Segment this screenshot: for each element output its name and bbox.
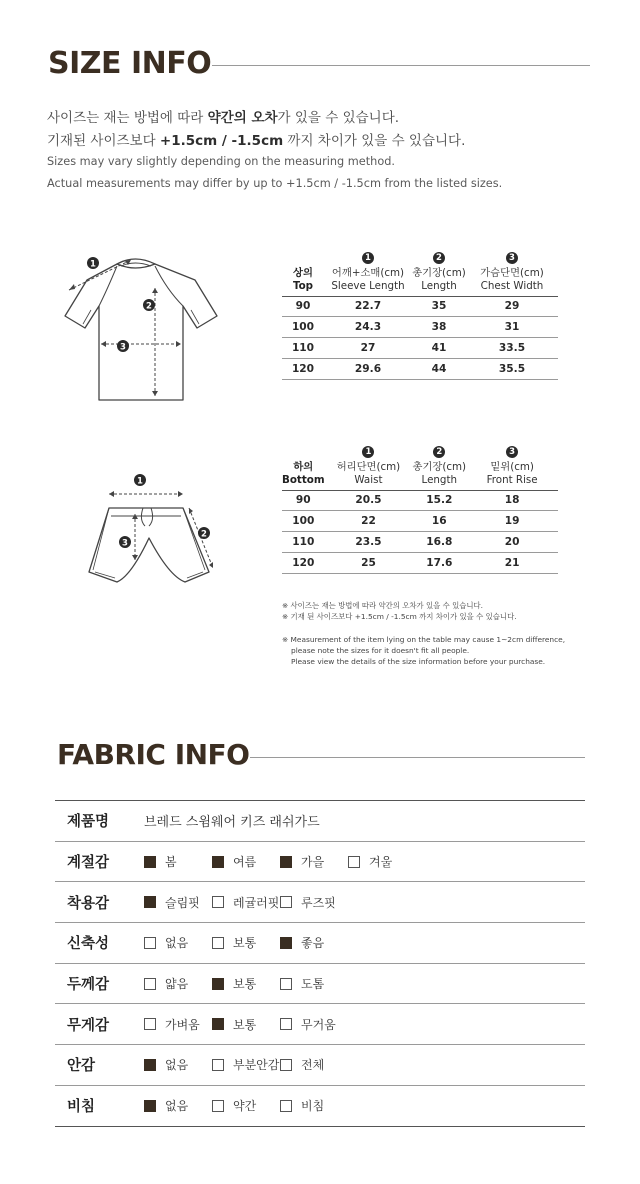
fabric-option xyxy=(212,934,280,951)
table-row xyxy=(282,490,558,511)
top-garment-illustration xyxy=(55,240,235,410)
fabric-option-label: 가벼움 xyxy=(165,1017,200,1032)
column-ko: 어깨+소매(cm) xyxy=(331,267,405,280)
table-header-row xyxy=(282,264,558,296)
table-cell: 18 xyxy=(466,490,558,511)
table-row-label xyxy=(282,264,324,296)
fabric-option xyxy=(212,1016,280,1033)
table-cell: 29.6 xyxy=(324,358,412,379)
fabric-row xyxy=(55,1004,585,1045)
fabric-row xyxy=(55,842,585,883)
marker-2: 2 xyxy=(433,446,445,458)
fabric-row xyxy=(55,964,585,1005)
table-cell: 20 xyxy=(466,532,558,553)
unchecked-box-icon xyxy=(212,896,224,908)
size-notes-english xyxy=(282,634,565,667)
fabric-row-product xyxy=(55,801,585,842)
unchecked-box-icon xyxy=(144,1018,156,1030)
title-divider xyxy=(212,65,590,66)
checked-box-icon xyxy=(144,896,156,908)
table-cell: 100 xyxy=(282,511,325,532)
top-size-table xyxy=(282,244,558,380)
column-en: Length xyxy=(421,473,458,486)
unchecked-box-icon xyxy=(280,1059,292,1071)
intro-text: 기재된 사이즈보다 xyxy=(47,133,160,149)
fabric-option-label: 여름 xyxy=(233,855,257,870)
fabric-option-label: 봄 xyxy=(165,855,177,870)
column-header xyxy=(412,264,466,296)
table-cell: 90 xyxy=(282,490,325,511)
fabric-option-label: 없음 xyxy=(165,1099,189,1114)
fabric-option xyxy=(212,975,280,992)
column-en: Chest Width xyxy=(480,279,544,292)
table-row xyxy=(282,511,558,532)
unchecked-box-icon xyxy=(348,856,360,868)
table-cell: 29 xyxy=(466,296,558,317)
table-cell: 41 xyxy=(412,338,466,359)
marker-row xyxy=(282,438,558,458)
fabric-option-label: 무거움 xyxy=(301,1017,336,1032)
top-marker-2 xyxy=(143,299,155,312)
unchecked-box-icon xyxy=(144,978,156,990)
fabric-row-label: 두께감 xyxy=(67,977,110,994)
unchecked-box-icon xyxy=(280,978,292,990)
table-cell: 17.6 xyxy=(412,552,466,573)
fabric-option-label: 루즈핏 xyxy=(301,895,336,910)
fabric-option xyxy=(280,894,348,911)
unchecked-box-icon xyxy=(212,1059,224,1071)
intro-english-line-1: Sizes may vary slightly depending on the measuring method. xyxy=(47,155,396,168)
fabric-option-label: 없음 xyxy=(165,936,189,951)
intro-emphasis: 약간의 오차 xyxy=(207,110,278,126)
note-line: ※ 기재 된 사이즈보다 +1.5cm / -1.5cm 까지 차이가 있을 수 있습니다. xyxy=(282,612,517,621)
label-en: Bottom xyxy=(282,473,325,486)
table-row xyxy=(282,338,558,359)
bottom-size-table xyxy=(282,438,558,574)
intro-emphasis: +1.5cm / -1.5cm xyxy=(159,133,284,149)
table-cell: 120 xyxy=(282,358,324,379)
fabric-option-label: 겨울 xyxy=(369,855,393,870)
checked-box-icon xyxy=(212,978,224,990)
marker-label: 2 xyxy=(201,529,207,540)
column-ko: 총기장(cm) xyxy=(412,267,466,280)
table-cell: 110 xyxy=(282,532,325,553)
table-cell: 38 xyxy=(412,317,466,338)
fabric-option-label: 부분안감 xyxy=(233,1058,280,1073)
bottom-marker-3 xyxy=(119,536,131,549)
checked-box-icon xyxy=(144,1059,156,1071)
fabric-row-label: 무게감 xyxy=(67,1017,110,1034)
checked-box-icon xyxy=(280,937,292,949)
intro-text: 까지 차이가 있을 수 있습니다. xyxy=(283,133,466,149)
fabric-option xyxy=(212,1056,280,1073)
fabric-option xyxy=(280,975,348,992)
fabric-option xyxy=(144,1016,212,1033)
fabric-info-title: FABRIC INFO xyxy=(57,738,250,771)
table-row xyxy=(282,552,558,573)
marker-3: 3 xyxy=(506,446,518,458)
column-ko: 가슴단면(cm) xyxy=(480,267,544,280)
column-header xyxy=(412,458,466,490)
column-en: Length xyxy=(421,279,457,292)
table-cell: 22.7 xyxy=(324,296,412,317)
fabric-option xyxy=(348,853,416,870)
unchecked-box-icon xyxy=(280,1018,292,1030)
fabric-option-label: 좋음 xyxy=(301,936,325,951)
fabric-info-table xyxy=(55,800,585,1127)
checked-box-icon xyxy=(280,856,292,868)
fabric-option-label: 슬림핏 xyxy=(165,895,200,910)
top-marker-1 xyxy=(87,257,99,270)
note-line: ※ Measurement of the item lying on the table may cause 1~2cm difference, xyxy=(282,635,566,644)
marker-1: 1 xyxy=(362,252,374,264)
intro-text: 가 있을 수 있습니다. xyxy=(277,110,400,126)
table-cell: 25 xyxy=(325,552,413,573)
fabric-option xyxy=(144,975,212,992)
bottom-marker-1 xyxy=(134,474,146,487)
intro-korean-line-2 xyxy=(47,129,465,149)
fabric-option-label: 얇음 xyxy=(165,977,189,992)
marker-label: 1 xyxy=(137,476,143,487)
fabric-row-label: 제품명 xyxy=(67,814,110,831)
fabric-option-label: 전체 xyxy=(301,1058,325,1073)
fabric-option-label: 약간 xyxy=(233,1099,257,1114)
fabric-option xyxy=(144,1097,212,1114)
table-cell: 23.5 xyxy=(325,532,413,553)
fabric-row-label: 비침 xyxy=(67,1099,96,1116)
fabric-option xyxy=(212,894,280,911)
fabric-option xyxy=(280,934,348,951)
table-cell: 22 xyxy=(325,511,413,532)
table-row xyxy=(282,317,558,338)
intro-korean-line-1 xyxy=(47,106,399,126)
fabric-row-label: 신축성 xyxy=(67,936,110,953)
fabric-option xyxy=(280,853,348,870)
fabric-option-label: 가을 xyxy=(301,855,325,870)
fabric-option-label: 없음 xyxy=(165,1058,189,1073)
label-ko: 상의 xyxy=(293,267,313,280)
unchecked-box-icon xyxy=(212,937,224,949)
fabric-option-label: 보통 xyxy=(233,1017,257,1032)
table-row xyxy=(282,296,558,317)
unchecked-box-icon xyxy=(280,1100,292,1112)
table-cell: 120 xyxy=(282,552,325,573)
table-cell: 20.5 xyxy=(325,490,413,511)
fabric-row xyxy=(55,1045,585,1086)
title-divider xyxy=(250,757,585,758)
unchecked-box-icon xyxy=(212,1100,224,1112)
size-info-title: SIZE INFO xyxy=(48,46,212,81)
bottom-garment-illustration xyxy=(75,468,225,598)
fabric-option-label: 보통 xyxy=(233,936,257,951)
marker-1: 1 xyxy=(362,446,374,458)
marker-3: 3 xyxy=(506,252,518,264)
marker-label: 1 xyxy=(90,259,96,270)
fabric-option xyxy=(144,853,212,870)
marker-label: 2 xyxy=(146,301,152,312)
fabric-option xyxy=(144,1056,212,1073)
unchecked-box-icon xyxy=(144,937,156,949)
table-cell: 19 xyxy=(466,511,558,532)
marker-2: 2 xyxy=(433,252,445,264)
fabric-option-label: 보통 xyxy=(233,977,257,992)
fabric-option xyxy=(212,853,280,870)
marker-row xyxy=(282,244,558,264)
note-line: Please view the details of the size information before your purchase. xyxy=(291,657,546,666)
checked-box-icon xyxy=(144,1100,156,1112)
size-notes-korean xyxy=(282,600,517,622)
table-cell: 100 xyxy=(282,317,324,338)
checked-box-icon xyxy=(212,856,224,868)
table-cell: 35 xyxy=(412,296,466,317)
column-en: Waist xyxy=(354,473,383,486)
table-header-row xyxy=(282,458,558,490)
fabric-row xyxy=(55,923,585,964)
top-marker-3 xyxy=(117,340,129,353)
table-row xyxy=(282,358,558,379)
checked-box-icon xyxy=(144,856,156,868)
checked-box-icon xyxy=(212,1018,224,1030)
column-en: Sleeve Length xyxy=(331,279,405,292)
table-cell: 24.3 xyxy=(324,317,412,338)
table-cell: 31 xyxy=(466,317,558,338)
column-en: Front Rise xyxy=(486,473,538,486)
label-en: Top xyxy=(292,279,314,292)
table-cell: 35.5 xyxy=(466,358,558,379)
marker-label: 3 xyxy=(122,538,128,549)
intro-text: 사이즈는 재는 방법에 따라 xyxy=(47,110,208,126)
column-header xyxy=(466,264,558,296)
marker-label: 3 xyxy=(120,342,126,353)
fabric-option xyxy=(144,934,212,951)
unchecked-box-icon xyxy=(280,896,292,908)
column-ko: 밑위(cm) xyxy=(490,461,534,474)
bottom-marker-2 xyxy=(198,527,210,540)
table-cell: 16 xyxy=(412,511,466,532)
fabric-option xyxy=(212,1097,280,1114)
note-line: please note the sizes for it doesn't fit all people. xyxy=(291,646,470,655)
table-cell: 16.8 xyxy=(412,532,466,553)
column-ko: 총기장(cm) xyxy=(412,461,467,474)
intro-english-line-2: Actual measurements may differ by up to +1.5cm / -1.5cm from the listed sizes. xyxy=(47,177,503,190)
table-cell: 44 xyxy=(412,358,466,379)
table-cell: 90 xyxy=(282,296,324,317)
table-cell: 27 xyxy=(324,338,412,359)
column-header xyxy=(324,264,412,296)
table-cell: 33.5 xyxy=(466,338,558,359)
column-header xyxy=(325,458,413,490)
fabric-option xyxy=(280,1097,348,1114)
fabric-option xyxy=(280,1056,348,1073)
fabric-row-label: 안감 xyxy=(67,1058,96,1075)
fabric-option-label: 레귤러핏 xyxy=(233,895,280,910)
note-line: ※ 사이즈는 재는 방법에 따라 약간의 오차가 있을 수 있습니다. xyxy=(282,601,484,610)
table-row-label xyxy=(282,458,325,490)
fabric-row xyxy=(55,1086,585,1127)
fabric-option-label: 도톰 xyxy=(301,977,325,992)
label-ko: 하의 xyxy=(293,461,314,474)
table-cell: 21 xyxy=(466,552,558,573)
fabric-row xyxy=(55,882,585,923)
table-row xyxy=(282,532,558,553)
fabric-option xyxy=(144,894,212,911)
fabric-row-label: 착용감 xyxy=(67,895,110,912)
column-ko: 허리단면(cm) xyxy=(336,461,401,474)
fabric-row-label: 계절감 xyxy=(67,855,110,872)
fabric-option xyxy=(280,1016,348,1033)
column-header xyxy=(466,458,558,490)
table-cell: 110 xyxy=(282,338,324,359)
table-cell: 15.2 xyxy=(412,490,466,511)
fabric-option-label: 비침 xyxy=(301,1099,325,1114)
product-name: 브레드 스윔웨어 키즈 래쉬가드 xyxy=(144,815,320,831)
